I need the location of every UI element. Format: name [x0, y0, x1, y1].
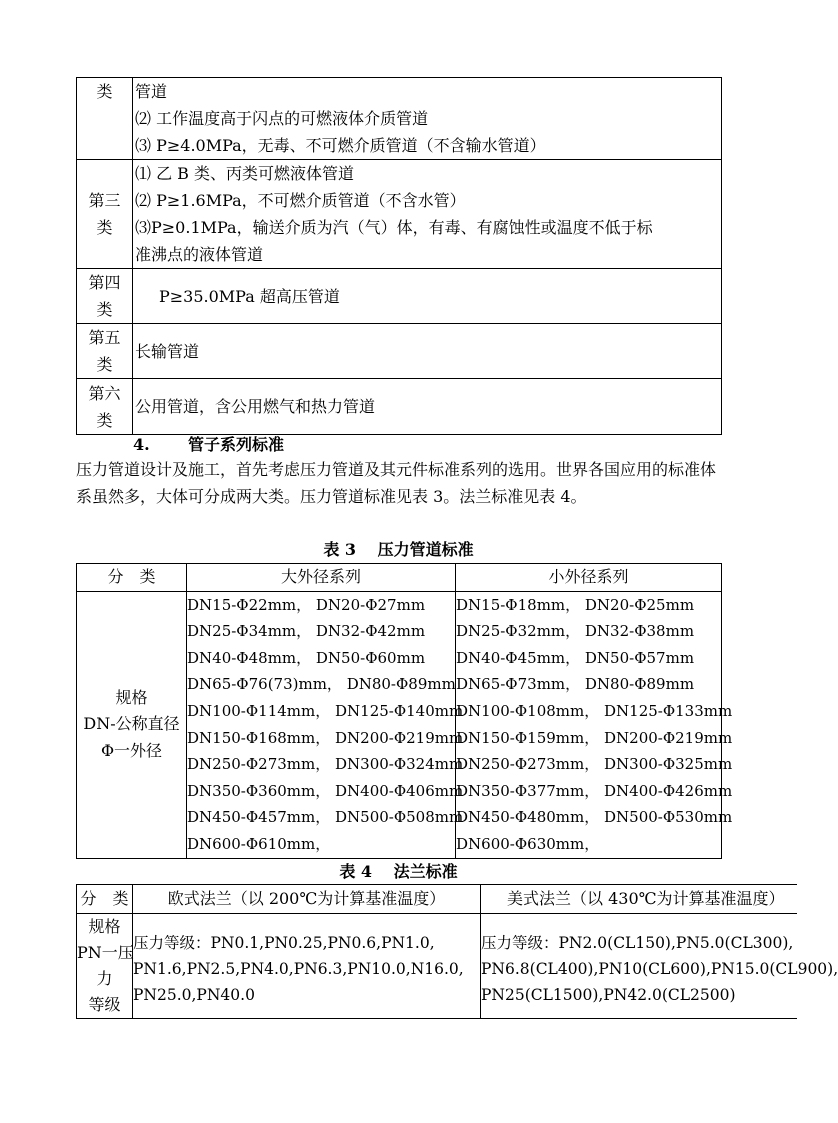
class-label: 类 [96, 82, 113, 101]
class-desc-line: ⑵ 工作温度高于闪点的可燃液体介质管道 [135, 109, 429, 128]
pressure-pipe-standard-table [76, 563, 733, 859]
class-label-cell [77, 78, 133, 160]
small-series-item: DN150-Φ159mm， DN200-Φ219mm [456, 728, 733, 747]
small-series-item: DN40-Φ45mm， DN50-Φ57mm [456, 648, 695, 667]
class-desc-line: ⑶ P≥4.0MPa，无毒、不可燃介质管道（不含输水管道） [135, 136, 546, 155]
large-series-item: DN600-Φ610mm， [187, 834, 331, 853]
american-line: 压力等级：PN2.0(CL150),PN5.0(CL300), [481, 934, 794, 952]
small-series-item: DN250-Φ273mm， DN300-Φ325mm [456, 755, 733, 774]
class-label: 第五 [88, 328, 121, 347]
large-series-item: DN150-Φ168mm， DN200-Φ219mm [187, 728, 464, 747]
class-label-cell [77, 324, 133, 379]
large-series-item: DN350-Φ360mm， DN400-Φ406mm [187, 781, 464, 800]
large-series-item: DN65-Φ76(73)mm， DN80-Φ89mm [187, 675, 456, 694]
small-series-cell [456, 591, 733, 858]
class-label: 类 [96, 218, 113, 237]
spec-label-line: PN一压 [77, 943, 134, 962]
section-number: 4. [133, 435, 150, 454]
table-row [77, 591, 722, 858]
small-series-item: DN450-Φ480mm， DN500-Φ530mm [456, 808, 733, 827]
class-label-cell [77, 269, 133, 324]
class-label-cell [77, 160, 133, 269]
american-cell [481, 914, 838, 1019]
section-heading [133, 432, 284, 455]
table-row [77, 78, 722, 160]
small-series-item: DN100-Φ108mm， DN125-Φ133mm [456, 701, 733, 720]
small-series-item: DN65-Φ73mm， DN80-Φ89mm [456, 675, 695, 694]
large-series-item: DN15-Φ22mm， DN20-Φ27mm [187, 595, 426, 614]
class-desc-line: P≥35.0MPa 超高压管道 [159, 286, 340, 306]
class-label-cell [77, 379, 133, 435]
large-series-item: DN40-Φ48mm， DN50-Φ60mm [187, 648, 426, 667]
spec-label-line: Φ一外径 [100, 740, 163, 760]
table-row [77, 160, 722, 269]
european-line: PN25.0,PN40.0 [133, 986, 255, 1004]
class-desc-line: 准沸点的液体管道 [135, 245, 264, 264]
header-large-series: 大外径系列 [187, 564, 456, 592]
european-line: 压力等级：PN0.1,PN0.25,PN0.6,PN1.0, [133, 934, 435, 952]
table4-caption: 表 4 法兰标准 [339, 862, 458, 881]
spec-label-line: 力 [96, 969, 113, 988]
european-line: PN1.6,PN2.5,PN4.0,PN6.3,PN10.0,N16.0, [133, 960, 464, 978]
class-desc-cell [133, 160, 722, 269]
header-category: 分 类 [77, 564, 187, 592]
body-paragraph: 压力管道设计及施工，首先考虑压力管道及其元件标准系列的选用。世界各国应用的标准体系虽然多，大体可分成两大类。压力管道标准见表 3。法兰标准见表 4。 [76, 460, 717, 506]
small-series-item: DN15-Φ18mm， DN20-Φ25mm [456, 595, 695, 614]
spec-label-line: 规格 [115, 687, 148, 707]
section-title: 管子系列标准 [188, 435, 285, 454]
class-desc-line: ⑵ P≥1.6MPa，不可燃介质管道（不含水管） [135, 191, 466, 210]
class-desc-cell [133, 379, 722, 435]
class-label: 第六 [88, 383, 121, 403]
table-row [77, 914, 797, 1019]
class-desc-cell [133, 324, 722, 379]
class-desc-cell [133, 269, 722, 324]
table-header-row [77, 885, 797, 914]
american-line: PN25(CL1500),PN42.0(CL2500) [481, 986, 736, 1004]
flange-standard-table [76, 884, 838, 1019]
class-desc-line: 长输管道 [135, 341, 200, 361]
small-series-item: DN350-Φ377mm， DN400-Φ426mm [456, 781, 733, 800]
class-label: 类 [96, 355, 113, 374]
american-line: PN6.8(CL400),PN10(CL600),PN15.0(CL900), [481, 960, 838, 978]
table-header-row [77, 564, 722, 592]
header-european: 欧式法兰（以 200℃为计算基准温度） [133, 885, 481, 914]
class-label: 类 [96, 410, 113, 430]
spec-label-line: 规格 [88, 917, 121, 936]
large-series-item: DN250-Φ273mm， DN300-Φ324mm [187, 755, 464, 774]
small-series-item: DN25-Φ32mm， DN32-Φ38mm [456, 622, 695, 641]
table-row [77, 379, 722, 435]
table3-caption: 表 3 压力管道标准 [323, 540, 474, 559]
header-small-series: 小外径系列 [456, 564, 722, 592]
class-label: 类 [96, 300, 113, 319]
large-series-item: DN25-Φ34mm， DN32-Φ42mm [187, 622, 426, 641]
small-series-item: DN600-Φ630mm， [456, 834, 600, 853]
european-cell [133, 914, 481, 1019]
class-desc-line: ⑴ 乙 B 类、丙类可燃液体管道 [135, 164, 355, 183]
header-american: 美式法兰（以 430℃为计算基准温度） [481, 885, 797, 914]
large-series-item: DN100-Φ114mm， DN125-Φ140mm [187, 701, 464, 720]
header-category: 分 类 [77, 885, 133, 914]
spec-label-cell [77, 914, 133, 1019]
class-label: 第三 [88, 191, 121, 210]
class-desc-line: 管道 [135, 82, 168, 101]
table-row [77, 269, 722, 324]
class-desc-line: ⑶P≥0.1MPa，输送介质为汽（气）体，有毒、有腐蚀性或温度不低于标 [135, 218, 653, 237]
large-series-item: DN450-Φ457mm， DN500-Φ508mm [187, 808, 464, 827]
spec-label-cell [77, 591, 187, 858]
spec-label-line: 等级 [88, 995, 121, 1014]
class-label: 第四 [88, 273, 121, 292]
large-series-cell [187, 591, 464, 858]
pipe-class-table [76, 77, 722, 435]
table-row [77, 324, 722, 379]
class-desc-line: 公用管道，含公用燃气和热力管道 [135, 397, 376, 416]
spec-label-line: DN-公称直径 [83, 714, 180, 734]
class-desc-cell [133, 78, 722, 160]
